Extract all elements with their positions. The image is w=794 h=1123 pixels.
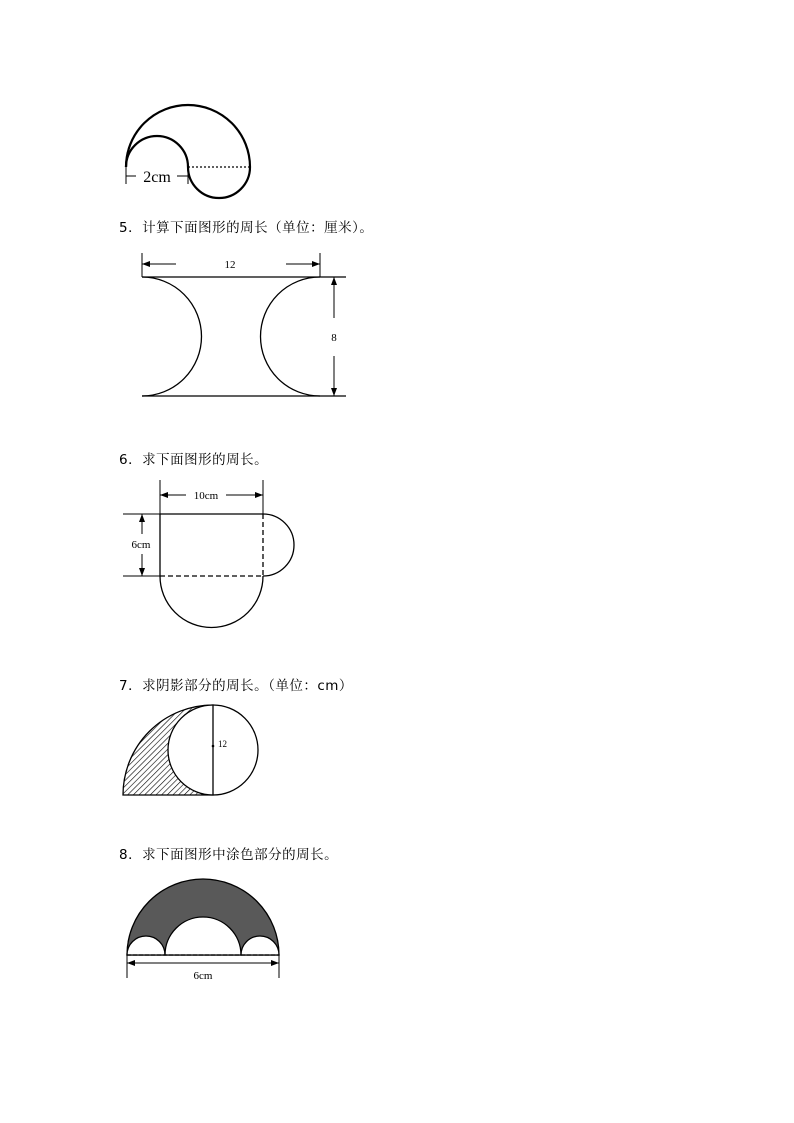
dimension-label-6cm-width: 6cm (193, 970, 213, 982)
figure-q5-shape (142, 253, 346, 396)
figure-q6-shape (123, 480, 294, 628)
dimension-label-6cm: 6cm (131, 539, 151, 551)
figure-q7-shape (123, 705, 258, 795)
dimension-label-height: 8 (331, 332, 337, 344)
dimension-label-diameter: 12 (218, 739, 227, 749)
question-6-text: 6．求下面图形的周长。 (119, 452, 269, 468)
figure-q8-shape (127, 879, 279, 978)
dimension-label-width: 12 (224, 259, 236, 271)
dimension-label-2cm: 2cm (143, 169, 171, 186)
question-7-text: 7．求阴影部分的周长。（单位：cm） (119, 678, 353, 694)
question-5-text: 5．计算下面图形的周长（单位：厘米）。 (119, 220, 374, 236)
question-8-text: 8．求下面图形中涂色部分的周长。 (119, 847, 339, 863)
dimension-label-10cm: 10cm (193, 490, 219, 502)
